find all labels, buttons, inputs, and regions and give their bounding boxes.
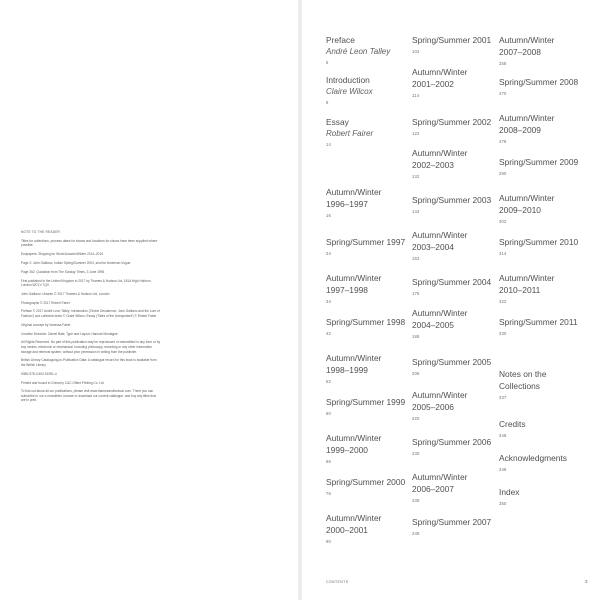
entry-page-number: 258 [499, 60, 507, 66]
entry-page-number: 337 [499, 394, 507, 400]
entry-title: Spring/Summer 2008 [499, 77, 579, 87]
entry-title: Spring/Summer 1999 [326, 397, 406, 407]
entry-title: Spring/Summer 2007 [412, 517, 492, 527]
entry-page-number: 5 [326, 59, 329, 65]
entry-page-number: 348 [499, 466, 507, 472]
entry-page-number: 220 [412, 415, 420, 421]
entry-title-line-2: 1999–2000 [326, 445, 368, 455]
entry-title: Autumn/Winter [412, 230, 468, 240]
entry-page-number: 114 [412, 92, 420, 98]
entry-title: Autumn/Winter [412, 308, 468, 318]
entry-page-number: 238 [412, 497, 420, 503]
contents-entry [326, 236, 406, 257]
entry-title-line-2: 2010–2011 [499, 285, 541, 295]
copyright-paragraph: John Galliano: Unseen © 2017 Thames & Hudson Ltd, London [21, 291, 110, 296]
contents-entry [412, 147, 492, 180]
entry-title: Spring/Summer 2006 [412, 437, 492, 447]
entry-page-number: 8 [326, 99, 329, 105]
entry-title: Preface [326, 35, 355, 45]
entry-author: Robert Fairer [326, 129, 374, 138]
entry-page-number: 24 [326, 250, 332, 256]
contents-entry [412, 116, 492, 137]
entry-page-number: 302 [499, 218, 507, 224]
entry-title: Autumn/Winter [326, 513, 382, 523]
entry-title: Credits [499, 419, 526, 429]
contents-entry [326, 34, 406, 66]
entry-page-number: 52 [326, 378, 332, 384]
entry-title: Spring/Summer 1997 [326, 237, 406, 247]
entry-title-line-2: 2008–2009 [499, 125, 541, 135]
contents-entry [499, 236, 579, 257]
copyright-page [21, 230, 161, 407]
entry-title: Spring/Summer 2000 [326, 477, 406, 487]
contents-entry [326, 512, 406, 545]
entry-page-number: 144 [412, 208, 420, 214]
contents-entry [326, 316, 406, 337]
copyright-paragraph: Photographs © 2017 Robert Fairer [21, 300, 70, 305]
contents-entry [499, 192, 579, 225]
entry-title-line-2: 2007–2008 [499, 47, 541, 57]
entry-title-line-2: 1996–1997 [326, 199, 368, 209]
entry-title: Autumn/Winter [499, 193, 555, 203]
entry-title: Autumn/Winter [412, 67, 468, 77]
entry-page-number: 188 [412, 333, 420, 339]
entry-title: Autumn/Winter [412, 472, 468, 482]
entry-title: Autumn/Winter [326, 353, 382, 363]
entry-page-number: 16 [326, 212, 332, 218]
entry-page-number: 248 [412, 530, 420, 536]
entry-title: Spring/Summer 2003 [412, 195, 492, 205]
running-footer: CONTENTS [326, 580, 349, 584]
contents-entry [499, 486, 579, 507]
contents-entry [412, 229, 492, 262]
contents-entry [326, 116, 406, 148]
entry-title: Autumn/Winter [499, 35, 555, 45]
entry-page-number: 42 [326, 330, 332, 336]
entry-page-number: 60 [326, 410, 332, 416]
entry-page-number: 90 [326, 538, 332, 544]
entry-author: Claire Wilcox [326, 87, 373, 96]
copyright-paragraph: Preface © 2017 André Leon Talley; Introduction ('Divine Decadence: John Galliano and the Lure of Fashion') and collection texts © Claire Wilcox; Essay ('Tales of the Unexpected') © Robert Fairer [21, 309, 160, 319]
book-gutter [298, 0, 302, 600]
copyright-paragraph: British Library Cataloguing-in-Publication Data: A catalogue record for this book is available from the British Library [21, 358, 157, 367]
entry-page-number: 14 [326, 141, 332, 147]
copyright-paragraph: To find out about all our publications, please visit www.thamesandhudson.com. There you can subscribe to our e-newsletter, browse or download our current catalogue, and buy any titles that are in print. [21, 389, 156, 403]
contents-entry [326, 432, 406, 465]
entry-title: Autumn/Winter [412, 390, 468, 400]
entry-page-number: 230 [412, 450, 420, 456]
entry-title: Autumn/Winter [326, 433, 382, 443]
entry-page-number: 176 [412, 290, 420, 296]
contents-entry [326, 272, 406, 305]
copyright-paragraph: Printed and bound in China by C&C Offset Printing Co. Ltd [21, 380, 104, 385]
copyright-paragraph: Creative Direction: Daniel Bale; Type and Layout: Hannah Montague [21, 331, 118, 336]
contents-entry [412, 436, 492, 457]
contents-entry [412, 389, 492, 422]
entry-page-number: 348 [499, 432, 507, 438]
entry-page-number: 206 [412, 370, 420, 376]
entry-title: Essay [326, 117, 349, 127]
entry-title-line-2: 2003–2004 [412, 242, 454, 252]
copyright-paragraphs [21, 239, 161, 403]
entry-title-line-2: 1997–1998 [326, 285, 368, 295]
contents-entry [412, 276, 492, 297]
page-number: 3 [585, 579, 588, 584]
copyright-paragraph: Page 2: John Galliano, Indian Spring/Summer 2003, shot for American Vogue [21, 260, 131, 265]
entry-title: Autumn/Winter [499, 113, 555, 123]
entry-title-line-2: 2002–2003 [412, 160, 454, 170]
entry-title: Spring/Summer 2001 [412, 35, 492, 45]
copyright-paragraph: Page 352: Quotation from The Sunday Times, 3 June 1996 [21, 269, 105, 274]
copyright-paragraph: Endpapers: Shipping for World Autumn/Winter 2014–2015 [21, 252, 103, 257]
entry-title: Spring/Summer 2002 [412, 117, 492, 127]
entry-page-number: 132 [412, 173, 420, 179]
contents-entry [499, 418, 579, 439]
contents-entry [499, 272, 579, 305]
contents-entry [412, 356, 492, 377]
entry-page-number: 290 [499, 170, 507, 176]
entry-title-line-2: 2005–2006 [412, 402, 454, 412]
copyright-paragraph: First published in the United Kingdom in 2017 by Thames & Hudson Ltd, 181A High Holborn, London WC1V 7QX [21, 278, 152, 288]
contents-entry [326, 186, 406, 219]
contents-entry [499, 112, 579, 145]
entry-title: Introduction [326, 75, 370, 85]
contents-entry [326, 74, 406, 106]
entry-page-number: 162 [412, 255, 420, 261]
copyright-heading: NOTE TO THE READER [21, 230, 61, 234]
entry-author: André Leon Talley [326, 47, 391, 56]
contents-entry [326, 352, 406, 385]
contents-entry [499, 368, 579, 401]
entry-page-number: 278 [499, 138, 507, 144]
entry-title: Autumn/Winter [326, 187, 382, 197]
entry-title: Spring/Summer 2010 [499, 237, 579, 247]
entry-title-line-2: 2006–2007 [412, 484, 454, 494]
entry-title: Acknowledgments [499, 453, 567, 463]
contents-entry [499, 452, 579, 473]
copyright-paragraph: Titles for collections, process dates for shows and locations for shows have been supplied where possible. [21, 238, 158, 248]
entry-title-line-2: 2000–2001 [326, 525, 368, 535]
contents-entry [412, 307, 492, 340]
entry-title: Spring/Summer 2004 [412, 277, 492, 287]
entry-page-number: 270 [499, 90, 507, 96]
entry-page-number: 322 [499, 298, 507, 304]
contents-entry [412, 66, 492, 99]
entry-page-number: 314 [499, 250, 507, 256]
entry-title: Autumn/Winter [412, 148, 468, 158]
copyright-paragraph: ISBN 978-0-500-51951-4 [21, 371, 57, 376]
entry-title: Autumn/Winter [326, 273, 382, 283]
entry-title: Index [499, 487, 520, 497]
entry-page-number: 330 [499, 330, 507, 336]
entry-title-line-2: 1998–1999 [326, 365, 368, 375]
entry-title: Spring/Summer 2011 [499, 317, 578, 327]
contents-entry [412, 194, 492, 215]
entry-page-number: 34 [326, 298, 332, 304]
contents-entry [499, 316, 579, 337]
entry-page-number: 66 [326, 458, 332, 464]
copyright-paragraph: All Rights Reserved. No part of this publication may be reproduced or transmitted in any form or by any means, electronic or mechanical, including photocopy, recording or any other information storage and retrieval system, without prior permission in writing from the publisher. [21, 340, 161, 354]
contents-entry [412, 471, 492, 504]
entry-page-number: 76 [326, 490, 332, 496]
entry-title-line-2: 2001–2002 [412, 79, 454, 89]
contents-entry [499, 156, 579, 177]
copyright-paragraph: Original concept by Vanessa Fairer [21, 322, 71, 327]
contents-entry [499, 76, 579, 97]
entry-title-line-2: 2004–2005 [412, 320, 454, 330]
contents-entry [326, 396, 406, 417]
entry-title: Spring/Summer 1998 [326, 317, 406, 327]
entry-title: Notes on the [499, 369, 547, 379]
entry-title: Autumn/Winter [499, 273, 555, 283]
entry-title-line-2: Collections [499, 381, 540, 391]
entry-page-number: 122 [412, 130, 420, 136]
contents-entry [499, 34, 579, 67]
entry-title: Spring/Summer 2005 [412, 357, 492, 367]
entry-title-line-2: 2009–2010 [499, 205, 541, 215]
contents-entry [412, 516, 492, 537]
entry-page-number: 102 [412, 48, 420, 54]
contents-entry [412, 34, 492, 55]
contents-entry [326, 476, 406, 497]
entry-title: Spring/Summer 2009 [499, 157, 579, 167]
entry-page-number: 350 [499, 500, 507, 506]
